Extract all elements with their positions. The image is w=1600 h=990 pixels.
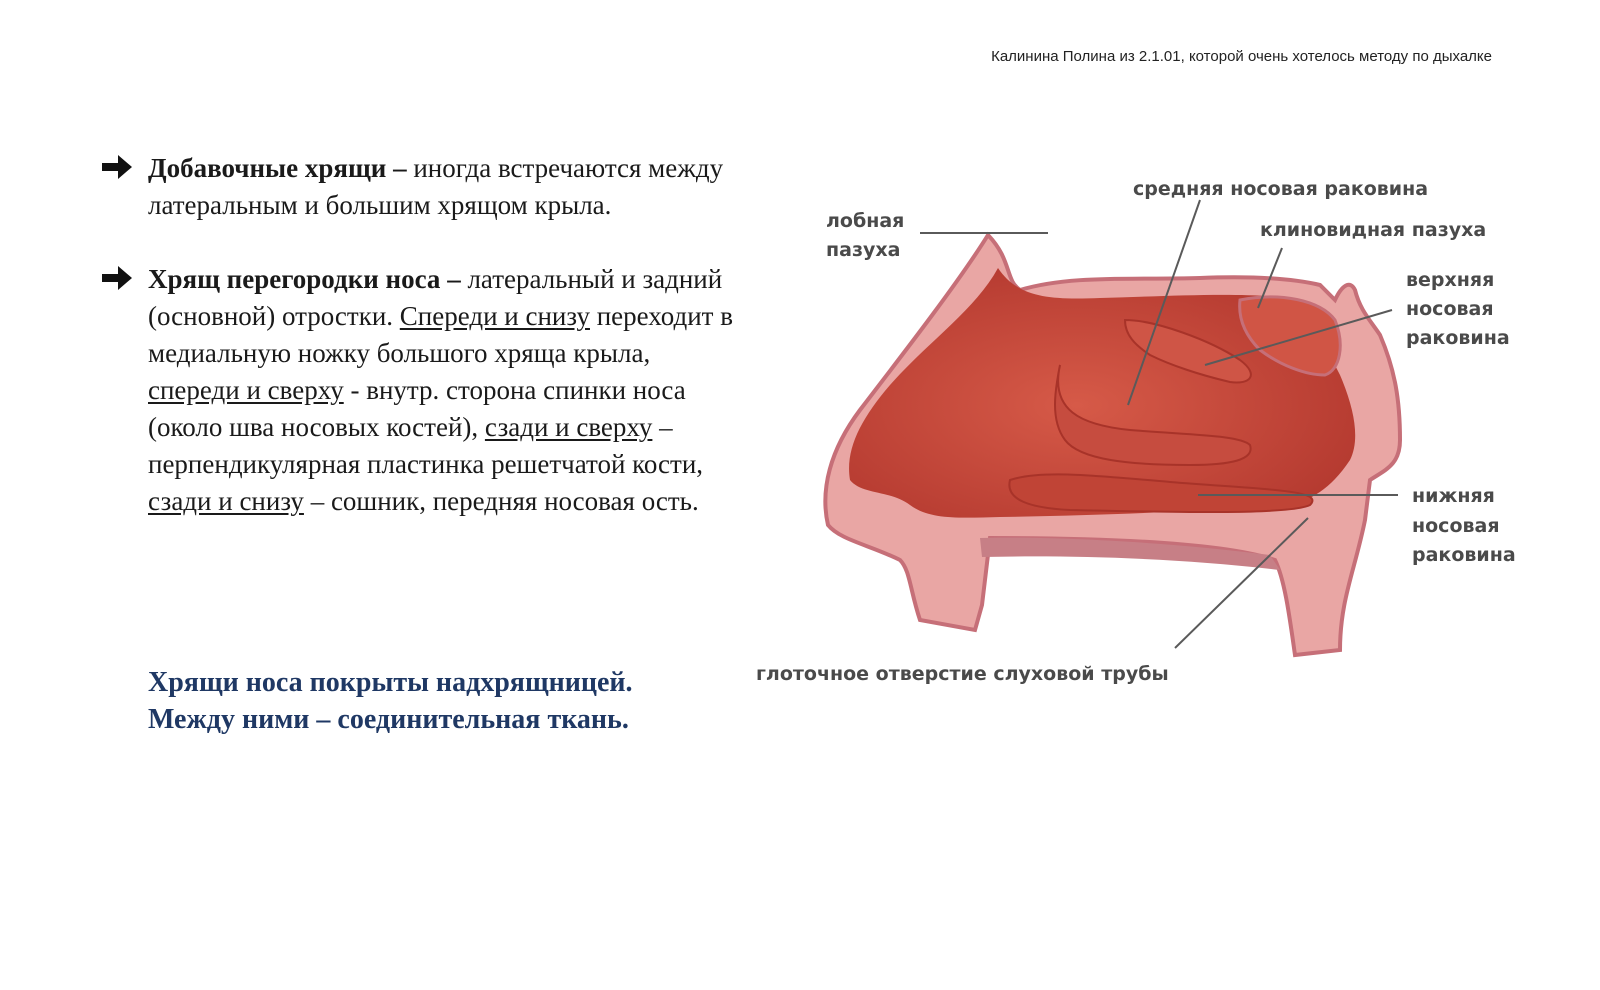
label-inferior-concha: раковина <box>1412 544 1516 566</box>
label-superior-concha: верхняя <box>1406 269 1495 291</box>
label-middle-concha: средняя носовая раковина <box>1133 178 1429 200</box>
underlined-phrase: Спереди и снизу <box>399 301 590 331</box>
bullet-text: латеральный и задний (основной) отростки. <box>148 264 723 331</box>
label-frontal-sinus: лобная <box>826 210 905 232</box>
label-auditory-tube-opening: глоточное отверстие слуховой трубы <box>756 663 1169 685</box>
bullet-accessory-cartilages <box>100 150 740 224</box>
bullet-text: иногда встречаются между латеральным и большим хрящом крыла. <box>148 153 724 220</box>
text-column <box>100 150 740 557</box>
underlined-phrase: спереди и сверху <box>148 375 344 405</box>
header-caption: Калинина Полина из 2.1.01, которой очень хотелось методу по дыхалке <box>991 48 1492 65</box>
bullet-septal-cartilage <box>100 261 740 520</box>
bullet-text: переходит в медиальную ножку большого хряща крыла, <box>148 301 733 368</box>
label-inferior-concha: носовая <box>1412 515 1500 537</box>
label-frontal-sinus: пазуха <box>826 239 901 261</box>
summary-line: Хрящи носа покрыты надхрящницей. <box>148 667 633 698</box>
arrow-bullet-icon <box>100 152 134 182</box>
bullet-text: - внутр. сторона спинки носа (около шва носовых костей), <box>148 375 686 442</box>
underlined-phrase: сзади и сверху <box>484 412 653 442</box>
arrow-bullet-icon <box>100 263 134 293</box>
summary-note <box>148 664 748 738</box>
bullet-separator: – <box>440 264 468 294</box>
label-inferior-concha: нижняя <box>1412 485 1495 507</box>
label-superior-concha: раковина <box>1406 327 1510 349</box>
bullet-term: Добавочные хрящи <box>148 153 387 183</box>
summary-line: Между ними – соединительная ткань. <box>148 704 629 735</box>
bullet-term: Хрящ перегородки носа <box>148 264 441 294</box>
underlined-phrase: сзади и снизу <box>148 486 304 516</box>
label-sphenoid-sinus: клиновидная пазуха <box>1260 219 1487 241</box>
nasal-cavity-diagram <box>750 160 1550 700</box>
label-superior-concha: носовая <box>1406 298 1494 320</box>
bullet-separator: – <box>386 153 414 183</box>
bullet-text: – сошник, передняя носовая ость. <box>303 486 699 516</box>
bullet-text: – перпендикулярная пластинка решетчатой кости, <box>148 412 704 479</box>
